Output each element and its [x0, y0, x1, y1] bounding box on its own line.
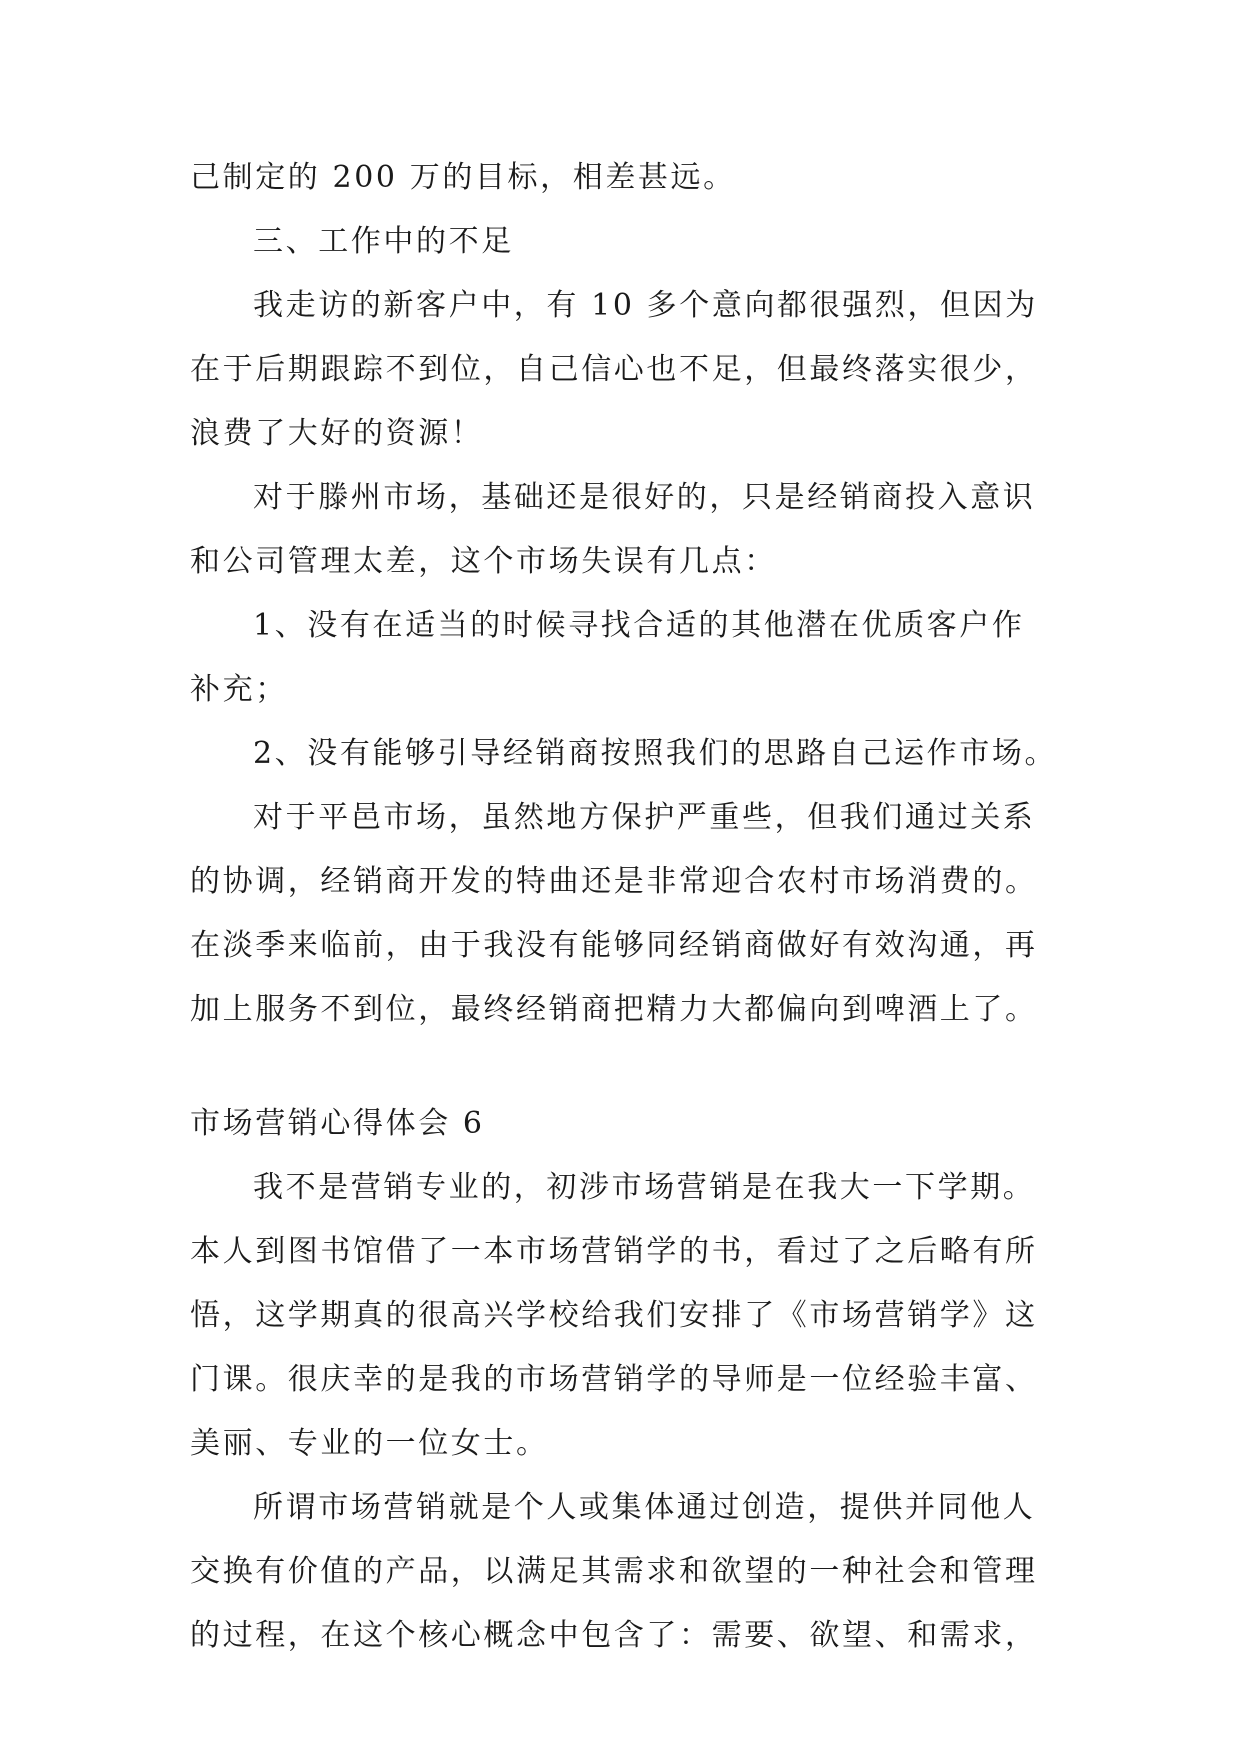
- text-line: 浪费了大好的资源！: [190, 416, 484, 451]
- text-line: 对于滕州市场，基础还是很好的，只是经销商投入意识: [253, 480, 1036, 515]
- text-line: 的协调，经销商开发的特曲还是非常迎合农村市场消费的。: [190, 864, 1038, 899]
- text-line: 我不是营销专业的，初涉市场营销是在我大一下学期。: [253, 1170, 1036, 1205]
- text-line: 加上服务不到位，最终经销商把精力大都偏向到啤酒上了。: [190, 992, 1038, 1027]
- text-line: 我走访的新客户中，有 10 多个意向都很强烈，但因为: [253, 288, 1038, 323]
- section-title: 市场营销心得体会 6: [190, 1106, 485, 1141]
- text-line: 门课。很庆幸的是我的市场营销学的导师是一位经验丰富、: [190, 1362, 1038, 1397]
- text-line: 在淡季来临前，由于我没有能够同经销商做好有效沟通，再: [190, 928, 1038, 963]
- text-line: 所谓市场营销就是个人或集体通过创造，提供并同他人: [253, 1490, 1036, 1525]
- text-line: 交换有价值的产品，以满足其需求和欲望的一种社会和管理: [190, 1554, 1038, 1589]
- text-line: 对于平邑市场，虽然地方保护严重些，但我们通过关系: [253, 800, 1036, 835]
- text-line: 己制定的 200 万的目标，相差甚远。: [190, 160, 736, 195]
- text-line: 美丽、专业的一位女士。: [190, 1426, 549, 1461]
- text-line: 和公司管理太差，这个市场失误有几点：: [190, 544, 777, 579]
- text-line: 悟，这学期真的很高兴学校给我们安排了《市场营销学》这: [190, 1298, 1038, 1333]
- text-line: 补充；: [190, 672, 288, 707]
- text-line: 1、没有在适当的时候寻找合适的其他潜在优质客户作: [253, 608, 1025, 643]
- text-line: 的过程，在这个核心概念中包含了：需要、欲望、和需求，: [190, 1618, 1038, 1653]
- section-heading: 三、工作中的不足: [253, 224, 514, 259]
- text-line: 本人到图书馆借了一本市场营销学的书，看过了之后略有所: [190, 1234, 1038, 1269]
- text-line: 在于后期跟踪不到位，自己信心也不足，但最终落实很少，: [190, 352, 1038, 387]
- text-line: 2、没有能够引导经销商按照我们的思路自己运作市场。: [253, 736, 1058, 771]
